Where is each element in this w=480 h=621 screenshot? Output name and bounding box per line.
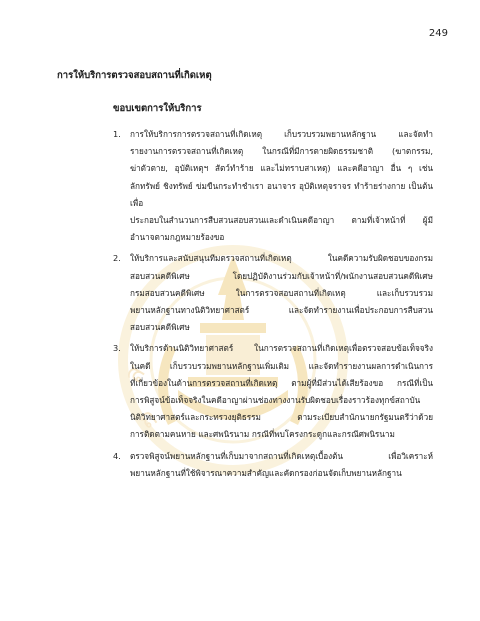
text-line: การติดตามคนหาย และศพนิรนาม กรณีที่พบโครงกระดูกและกรณีศพนิรนาม	[130, 429, 395, 440]
text-line: พยานหลักฐานที่ใช้พิจารณาความสำคัญและคัดกรองก่อนจัดเก็บพยานหลักฐาน	[130, 467, 402, 478]
text-line: สอบสวนคดีพิเศษ	[130, 322, 190, 333]
text-line: ที่เกี่ยวข้องในด้านการตรวจสถานที่เกิดเหตุ ตามผู้ที่มีส่วนได้เสียร้องขอ กรณีที่เป็น	[130, 377, 433, 388]
list-item-number: 1.	[113, 129, 121, 139]
list-item-text	[130, 126, 433, 246]
list-item-number: 4.	[113, 450, 121, 461]
svg-text:ถ: ถ	[132, 402, 163, 436]
list-item	[113, 250, 433, 336]
list-item-number: 2.	[113, 253, 121, 264]
main-heading: การให้บริการตรวจสอบสถานที่เกิดเหตุ	[57, 70, 212, 81]
text-line: นิติวิทยาศาสตร์และกระทรวงยุติธรรม ตามระเบียบสำนักนายกรัฐมนตรีว่าด้วย	[130, 412, 433, 423]
text-line: รายงานการตรวจสถานที่เกิดเหตุ ในกรณีที่มีการตายผิดธรรมชาติ (ฆาตกรรม,	[130, 146, 433, 157]
list-item-number: 3.	[113, 343, 121, 354]
text-line: ให้บริการด้านนิติวิทยาศาสตร์ ในการตรวจสถานที่เกิดเหตุเพื่อตรวจสอบข้อเท็จจริง	[130, 343, 433, 354]
text-line: การให้บริการการตรวจสถานที่เกิดเหตุ เก็บรวบรวมพยานหลักฐาน และจัดทำ	[130, 129, 433, 139]
page-number: 249	[428, 28, 448, 39]
list-item	[113, 448, 433, 482]
text-line: ประกอบในสำนวนการสืบสวนสอบสวนและดำเนินคดีอาญา ตามที่เจ้าหน้าที่ ผู้มี	[130, 215, 433, 226]
list-item-text	[130, 448, 433, 482]
text-line: ตรวจพิสูจน์พยานหลักฐานที่เก็บมาจากสถานที่เกิดเหตุเบื้องต้น เพื่อวิเคราะห์	[130, 450, 433, 461]
text-line: สอบสวนคดีพิเศษ โดยปฏิบัติงานร่วมกับเจ้าหน้าที่/พนักงานสอบสวนคดีพิเศษ	[130, 270, 433, 281]
service-scope-list	[113, 126, 433, 486]
list-item	[113, 340, 433, 443]
list-item-text	[130, 250, 433, 336]
list-item	[113, 126, 433, 246]
text-line: ให้บริการและสนับสนุนทีมตรวจสถานที่เกิดเหตุ ในคดีความรับผิดชอบของกรม	[130, 253, 433, 264]
text-line: ลักทรัพย์ ชิงทรัพย์ ข่มขืนกระทำชำเรา อนาจาร อุบัติเหตุจราจร ทำร้ายร่างกาย เป็นต้น เพื่อ	[130, 180, 433, 208]
text-line: พยานหลักฐานทางนิติวิทยาศาสตร์ และจัดทำรายงานเพื่อประกอบการสืบสวน	[130, 305, 433, 316]
text-line: อำนาจตามกฎหมายร้องขอ	[130, 232, 225, 243]
sub-heading: ขอบเขตการให้บริการ	[113, 103, 202, 114]
text-line: กรมสอบสวนคดีพิเศษ ในการตรวจสอบสถานที่เกิดเหตุ และเก็บรวบรวม	[130, 287, 433, 298]
list-item-text	[130, 340, 433, 443]
text-line: ในคดี เก็บรวบรวมพยานหลักฐานเพิ่มเติม และจัดทำรายงานผลการดำเนินการ	[130, 360, 433, 371]
text-line: ฆ่าตัวตาย, อุบัติเหตุฯ สัตว์ทำร้าย และไม่ทราบสาเหตุ) และคดีอาญา อื่น ๆ เช่น	[130, 163, 433, 174]
text-line: การพิสูจน์ข้อเท็จจริงในคดีอาญาผ่านช่องทางงานรับผิดชอบเรื่องราวร้องทุกข์สถาบัน	[130, 395, 421, 406]
svg-text:ส: ส	[118, 359, 152, 389]
